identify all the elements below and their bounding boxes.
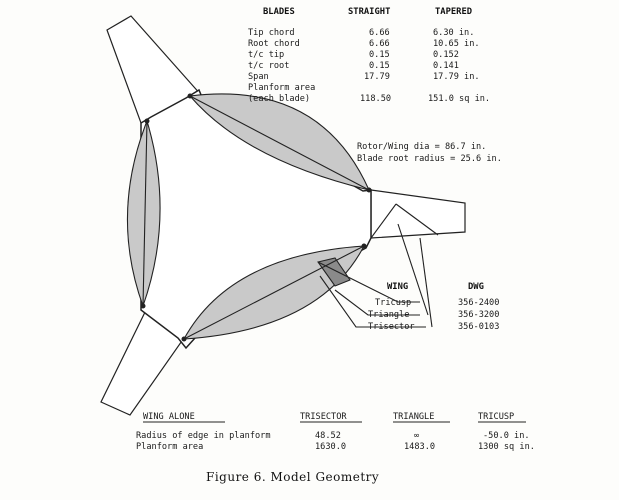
row-label: t/c root: [248, 61, 290, 71]
triangle-value: ∞: [414, 431, 420, 441]
wing-name: Tricusp: [375, 298, 412, 308]
rotor-diameter-note: Rotor/Wing dia = 86.7 in.: [357, 142, 487, 152]
row-tapered: 0.141: [433, 61, 459, 71]
row-tapered: 0.152: [433, 50, 459, 60]
figure-caption: Figure 6. Model Geometry: [206, 470, 380, 484]
blades-header: BLADES: [263, 7, 295, 17]
trisector-value: 48.52: [315, 431, 341, 441]
dwg-number: 356-2400: [458, 298, 500, 308]
row-straight: 0.15: [369, 50, 390, 60]
wing-alone-row-label: Planform area: [136, 442, 204, 452]
vertex-left-top: [145, 119, 150, 124]
wing-alone-row-label: Radius of edge in planform: [136, 431, 271, 441]
blade-right: [371, 190, 465, 238]
triangle-value: 1483.0: [404, 442, 436, 452]
trisector-value: 1630.0: [315, 442, 347, 452]
row-label: Tip chord: [248, 28, 295, 38]
dwg-header: DWG: [468, 282, 484, 292]
row-label: Span: [248, 72, 269, 82]
vertex-right-top: [367, 188, 372, 193]
tricusp-value: 1300 sq in.: [478, 442, 535, 452]
dwg-number: 356-0103: [458, 322, 500, 332]
vertex-right-bottom: [362, 244, 367, 249]
tapered-header: TAPERED: [435, 7, 473, 17]
dwg-number: 356-3200: [458, 310, 500, 320]
row-label: Planform area: [248, 83, 316, 93]
row-tapered: 10.65 in.: [433, 39, 480, 49]
wing-name: Trisector: [368, 322, 415, 332]
row-label: t/c tip: [248, 50, 285, 60]
row-straight: 6.66: [369, 39, 390, 49]
row-straight: 118.50: [360, 94, 392, 104]
triangle-header: TRIANGLE: [393, 412, 435, 422]
blade-root-radius-note: Blade root radius = 25.6 in.: [357, 154, 502, 164]
row-straight: 6.66: [369, 28, 390, 38]
tricusp-value: -50.0 in.: [483, 431, 530, 441]
vertex-top: [188, 94, 193, 99]
tricusp-header: TRICUSP: [478, 412, 515, 422]
straight-header: STRAIGHT: [348, 7, 391, 17]
vertex-bottom: [182, 337, 187, 342]
row-straight: 0.15: [369, 61, 390, 71]
trisector-header: TRISECTOR: [300, 412, 347, 422]
row-tapered: 17.79 in.: [433, 72, 480, 82]
wing-alone-header: WING ALONE: [143, 412, 195, 422]
row-tapered: 151.0 sq in.: [428, 94, 491, 104]
vertex-left-bottom: [141, 304, 146, 309]
row-label: (each blade): [248, 94, 311, 104]
wing-name: Triangle: [368, 310, 410, 320]
row-straight: 17.79: [364, 72, 390, 82]
row-tapered: 6.30 in.: [433, 28, 475, 38]
wing-header: WING: [387, 282, 409, 292]
leader-trisector-up: [420, 238, 432, 327]
row-label: Root chord: [248, 39, 300, 49]
